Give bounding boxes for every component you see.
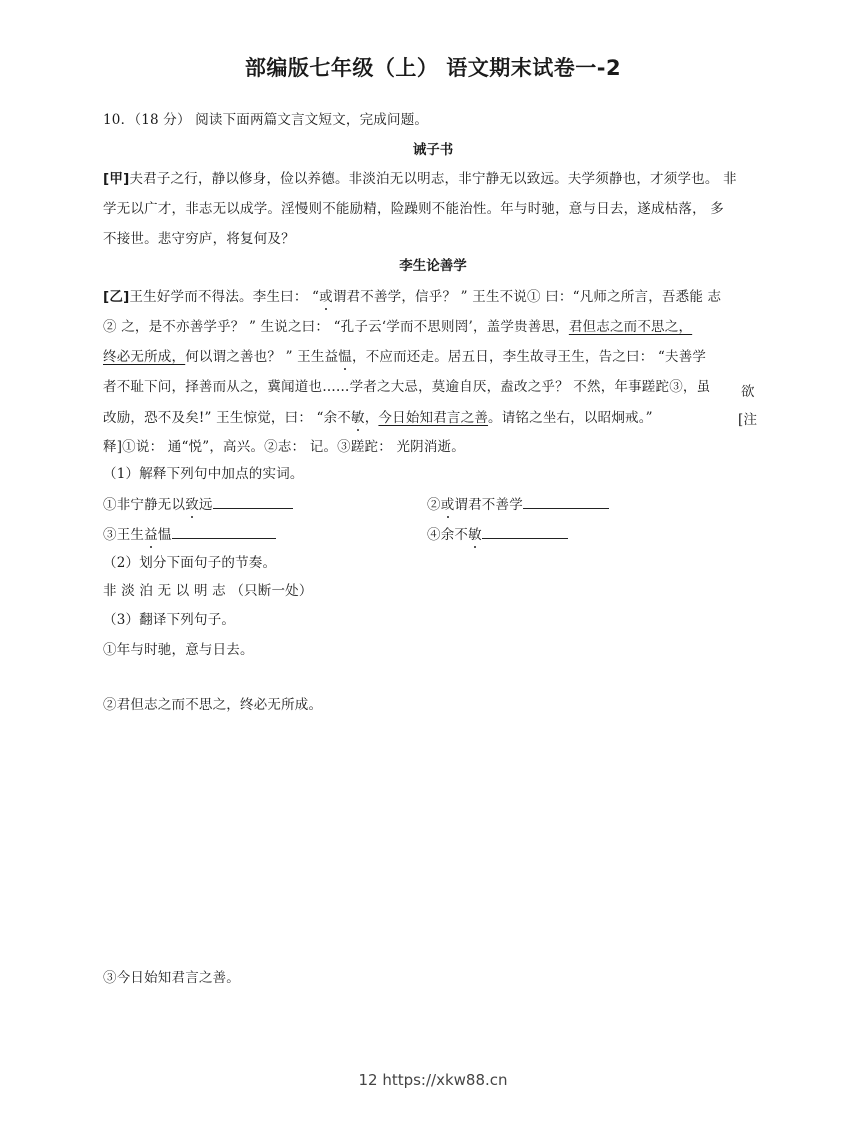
sub1-item-3: ③王生益愠 — [103, 523, 276, 543]
sub3-item-2: ②君但志之而不思之，终必无所成。 — [103, 697, 323, 713]
passage-a-text: 夫君子之行，静以修身，俭以养德。非淡泊无以明志，非宁静无以致远。夫学须静也，才须学也。 非 — [129, 171, 737, 187]
dotted-char: 愠 — [338, 349, 352, 365]
answer-blank[interactable] — [213, 507, 293, 509]
passage-b-line-3: 终必无所成，何以谓之善也？ ” 王生益愠，不应而还走。居五日，李生故寻王生，告之曰： “夫善学 — [103, 349, 707, 365]
notes: 释]①说： 通“悦”，高兴。②志： 记。③蹉跎： 光阴消逝。 — [103, 439, 465, 455]
passage-a-line-2: 学无以广才，非志无以成学。淫慢则不能励精，险躁则不能治性。年与时驰，意与日去，遂成枯落， 多 — [103, 201, 724, 217]
underlined-sentence: 君但志之而不思之， — [568, 319, 693, 335]
underlined-sentence: 今日始知君言之善 — [378, 410, 489, 426]
sub3-item-3: ③今日始知君言之善。 — [103, 970, 240, 986]
passage-a-title: 诫子书 — [412, 142, 454, 158]
passage-b-line-2: ② 之，是不亦善学乎？ ” 生说之曰： “孔子云‘学而不思则罔’，盖学贵善思，君但志之而不思之， — [103, 319, 693, 335]
passage-a-line-3: 不接世。悲守穷庐，将复何及？ — [103, 231, 295, 247]
dotted-char: 敏 — [351, 410, 365, 426]
sub1-prompt: （1）解释下列句中加点的实词。 — [103, 466, 304, 482]
passage-b-line-4-tail: 欲 — [741, 384, 755, 400]
question-header: 10．（18 分） 阅读下面两篇文言文短文，完成问题。 — [103, 112, 429, 128]
answer-blank[interactable] — [172, 537, 276, 539]
sub3-prompt: （3）翻译下列句子。 — [103, 612, 236, 628]
notes-start: [注 — [738, 412, 758, 428]
underlined-sentence: 终必无所成， — [103, 349, 186, 365]
answer-blank[interactable] — [523, 507, 609, 509]
dotted-char: 或 — [319, 289, 333, 305]
page-footer: 12 https://xkw88.cn — [358, 1071, 508, 1089]
passage-a-line-1 — [103, 167, 737, 187]
passage-b-title: 李生论善学 — [399, 258, 467, 274]
sub2-sentence: 非 淡 泊 无 以 明 志 （只断一处） — [103, 583, 313, 599]
passage-b-line-5: 改励，恐不及矣!” 王生惊觉，曰： “余不敏，今日始知君言之善。请铭之坐右，以昭炯戒。” — [103, 410, 653, 426]
answer-blank[interactable] — [482, 537, 568, 539]
sub1-item-1: ①非宁静无以致远 — [103, 493, 293, 513]
page-title: 部编版七年级（上） 语文期末试卷一-2 — [244, 56, 622, 80]
passage-b-tag: [乙] — [103, 289, 130, 305]
sub2-prompt: （2）划分下面句子的节奏。 — [103, 555, 277, 571]
sub1-item-2: ②或谓君不善学 — [427, 493, 609, 513]
passage-b-line-1: [乙]王生好学而不得法。李生曰： “或谓君不善学，信乎？ ” 王生不说① 曰：“凡师之所言，吾悉能 志 — [103, 289, 722, 305]
passage-a-tag: [甲] — [103, 171, 130, 187]
sub3-item-1: ①年与时驰，意与日去。 — [103, 642, 254, 658]
passage-b-line-4: 者不耻下问，择善而从之，冀闻道也……学者之大忌，莫逾自厌，盍改之乎？ 不然，年事蹉跎③，虽 — [103, 379, 711, 395]
sub1-item-4: ④余不敏 — [427, 523, 568, 543]
